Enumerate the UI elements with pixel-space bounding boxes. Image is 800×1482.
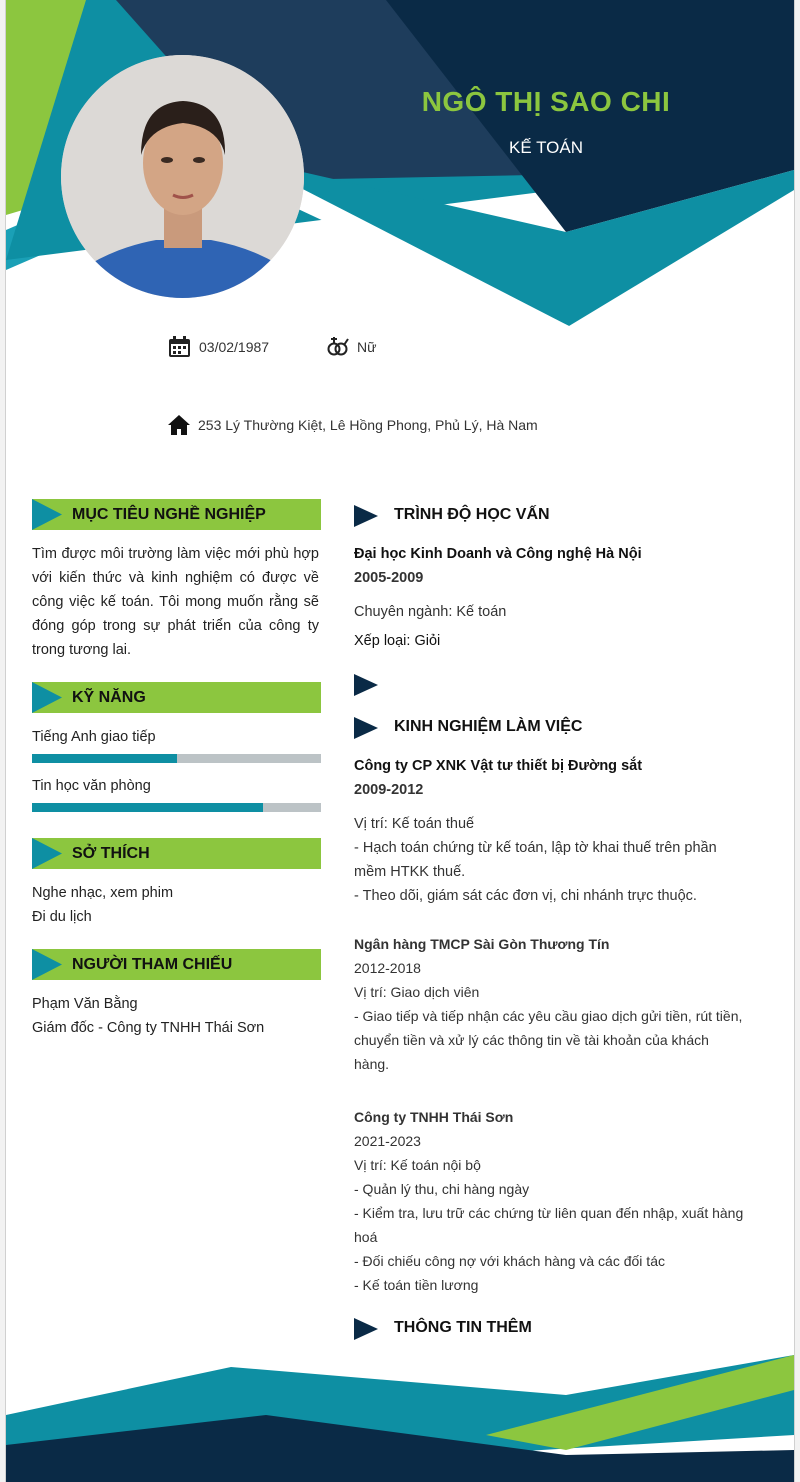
- skill-bar-fill: [32, 754, 177, 763]
- footer-decoration: [6, 1355, 794, 1482]
- objective-title: MỤC TIÊU NGHỀ NGHIỆP: [72, 506, 266, 523]
- job-line: - Giao tiếp và tiếp nhận các yêu cầu giao dịch gửi tiền, rút tiền, chuyển tiền và xử lý các thông tin về tài khoản của khách hàng.: [354, 1008, 743, 1072]
- job-period: 2009-2012: [354, 782, 424, 798]
- heading-marker-icon: [354, 674, 378, 696]
- hobby-list: [32, 881, 319, 929]
- home-icon: [168, 414, 190, 436]
- education-title: TRÌNH ĐỘ HỌC VẤN: [394, 506, 550, 523]
- job-line: - Theo dõi, giám sát các đơn vị, chi nhánh trực thuộc.: [354, 888, 697, 904]
- profile-photo: [61, 55, 304, 298]
- education-details: [354, 542, 744, 653]
- dob-info: [168, 336, 269, 358]
- hobby-item: Đi du lịch: [32, 909, 92, 925]
- reference-item: Giám đốc - Công ty TNHH Thái Sơn: [32, 1020, 265, 1036]
- dob-text: 03/02/1987: [199, 339, 270, 355]
- education-rank: Xếp loại: Giỏi: [354, 633, 441, 649]
- job-entry: [354, 932, 744, 1076]
- job-line: - Hạch toán chứng từ kế toán, lập tờ khai thuế trên phần mềm HTKK thuế.: [354, 840, 717, 880]
- skill-name: Tin học văn phòng: [32, 778, 151, 794]
- candidate-name: NGÔ THỊ SAO CHI: [421, 86, 671, 117]
- job-entry: [354, 754, 744, 908]
- calendar-icon: [168, 336, 191, 358]
- references-title: NGƯỜI THAM CHIẾU: [72, 956, 233, 973]
- job-title: KẾ TOÁN: [508, 138, 583, 157]
- hobbies-title: SỞ THÍCH: [72, 845, 150, 862]
- objective-heading: [32, 499, 321, 530]
- education-major: Chuyên ngành: Kế toán: [354, 604, 507, 620]
- experience-title: KINH NGHIỆM LÀM VIỆC: [394, 718, 583, 735]
- skill-bar: [32, 754, 321, 763]
- objective-text: Tìm được môi trường làm việc mới phù hợp với kiến thức và kinh nghiệm có được về công việc kế toán. Tôi mong muốn rằng sẽ đóng góp trong sự phát triển của công ty trong tương lai.: [32, 546, 319, 658]
- skill-bar: [32, 803, 321, 812]
- job-line: - Kế toán tiền lương: [354, 1277, 479, 1293]
- job-company: Công ty CP XNK Vật tư thiết bị Đường sắt: [354, 758, 643, 774]
- job-company: Công ty TNHH Thái Sơn: [354, 1109, 514, 1125]
- gender-info: [326, 336, 376, 358]
- heading-marker-icon: [354, 505, 378, 527]
- job-entry: [354, 1105, 744, 1297]
- gender-text: Nữ: [357, 339, 377, 355]
- job-period: 2012-2018: [354, 960, 421, 976]
- job-line: - Kiểm tra, lưu trữ các chứng từ liên quan đến nhập, xuất hàng hoá: [354, 1205, 744, 1245]
- reference-list: [32, 992, 319, 1040]
- address-text: 253 Lý Thường Kiệt, Lê Hồng Phong, Phủ Lý, Hà Nam: [198, 417, 538, 433]
- hobbies-heading: [32, 838, 321, 869]
- skill-name: Tiếng Anh giao tiếp: [32, 729, 156, 745]
- job-line: Vị trí: Giao dịch viên: [354, 984, 480, 1000]
- heading-marker-icon: [32, 682, 62, 713]
- job-period: 2021-2023: [354, 1133, 421, 1149]
- reference-item: Phạm Văn Bằng: [32, 996, 138, 1012]
- school-name: Đại học Kinh Doanh và Công nghệ Hà Nội: [354, 546, 642, 562]
- heading-marker-icon: [354, 1318, 378, 1340]
- gender-icon: [326, 336, 349, 358]
- skills-heading: [32, 682, 321, 713]
- cv-page: [5, 0, 795, 1482]
- job-company: Ngân hàng TMCP Sài Gòn Thương Tín: [354, 936, 610, 952]
- education-period: 2005-2009: [354, 570, 424, 586]
- heading-marker-icon: [32, 949, 62, 980]
- heading-marker-icon: [354, 717, 378, 739]
- heading-marker-icon: [32, 838, 62, 869]
- job-line: - Đối chiếu công nợ với khách hàng và các đối tác: [354, 1253, 665, 1269]
- address-info: [168, 414, 538, 436]
- job-line: - Quản lý thu, chi hàng ngày: [354, 1181, 530, 1197]
- more-info-title: THÔNG TIN THÊM: [394, 1319, 532, 1336]
- job-line: Vị trí: Kế toán nội bộ: [354, 1157, 481, 1173]
- skill-bar-fill: [32, 803, 263, 812]
- hobby-item: Nghe nhạc, xem phim: [32, 885, 174, 901]
- skills-title: KỸ NĂNG: [72, 689, 146, 706]
- references-heading: [32, 949, 321, 980]
- job-line: Vị trí: Kế toán thuế: [354, 816, 475, 832]
- heading-marker-icon: [32, 499, 62, 530]
